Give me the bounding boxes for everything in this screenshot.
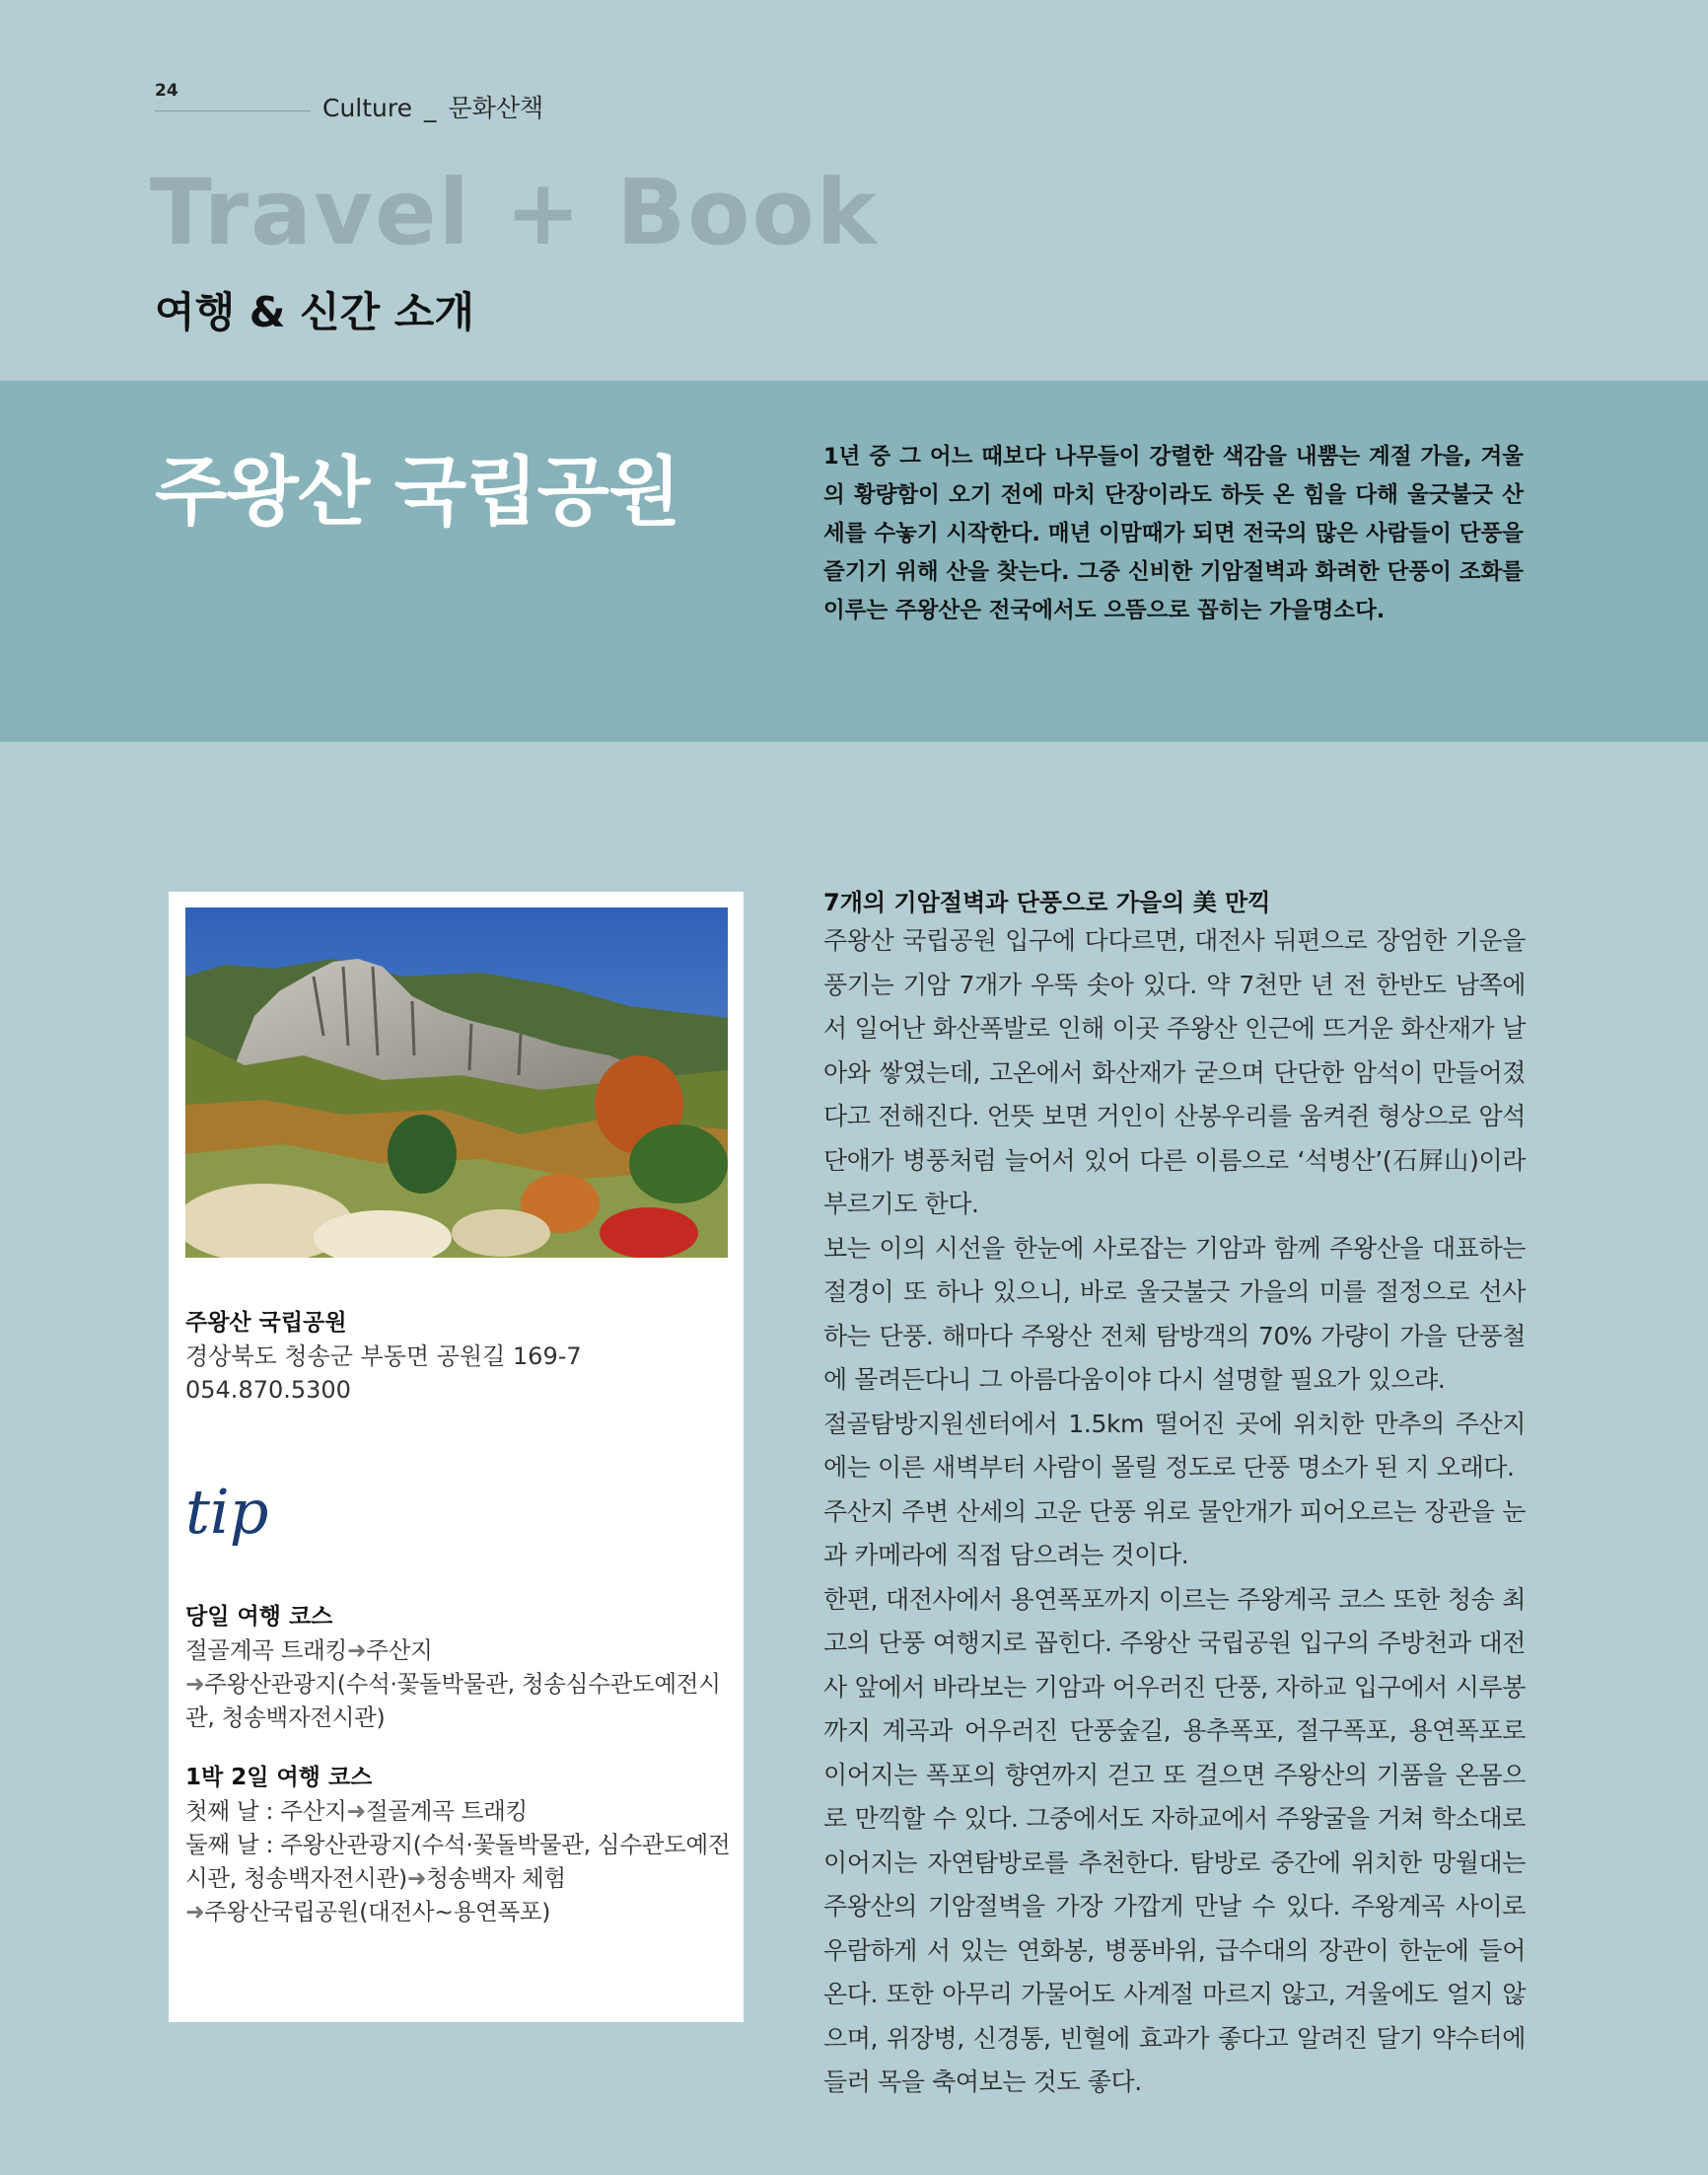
overnight-day1-a: 주산지 — [280, 1797, 347, 1825]
feature-heading: 주왕산 국립공원 — [155, 448, 680, 536]
tip-label: tip — [185, 1476, 269, 1548]
day-trip-step-3: 주왕산관광지(수석·꽃돌박물관, 청송심수관도예전시관, 청송백자전시관) — [185, 1670, 721, 1731]
arrow-icon: ➜ — [346, 1797, 366, 1825]
arrow-icon: ➜ — [406, 1864, 427, 1892]
arrow-icon: ➜ — [185, 1670, 205, 1698]
article-paragraph: 보는 이의 시선을 한눈에 사로잡는 기암과 함께 주왕산을 대표하는 절경이 또 하나 있으니, 바로 울긋불긋 가을의 미를 절정으로 선사하는 단풍. 해마다 주왕산 전체 탐방객의 70% 가량이 가을 단풍철에 몰려든다니 그 아름다움이야 다시 설명할 필요가 있으랴. — [823, 1233, 1526, 1394]
info-card — [169, 892, 744, 2022]
overnight-day2-label: 둘째 날 : — [185, 1831, 281, 1858]
page-number: 24 — [155, 81, 178, 101]
arrow-icon: ➜ — [185, 1898, 205, 1925]
day-trip-title: 당일 여행 코스 — [185, 1604, 333, 1630]
park-info — [185, 1306, 738, 1407]
day-trip-step-2: 주산지 — [366, 1636, 433, 1664]
overnight-day2-c: 주왕산국립공원(대전사~용연폭포) — [204, 1898, 551, 1925]
article-heading: 7개의 기암절벽과 단풍으로 가을의 美 만끽 — [823, 889, 1271, 916]
day-trip-step-1: 절골계곡 트래킹 — [185, 1636, 347, 1664]
overnight-day2-b: 청송백자 체험 — [426, 1864, 566, 1892]
day-trip-steps — [185, 1633, 738, 1734]
park-name: 주왕산 국립공원 — [185, 1310, 347, 1336]
arrow-icon: ➜ — [346, 1636, 367, 1664]
section-label-separator: _ — [424, 94, 437, 122]
day-trip-course — [185, 1600, 738, 1734]
park-address: 경상북도 청송군 부동면 공원길 169-7 — [185, 1342, 582, 1370]
page-title: Travel + Book — [150, 160, 879, 265]
overnight-day1-label: 첫째 날 : — [185, 1797, 281, 1825]
article-paragraph: 한편, 대전사에서 용연폭포까지 이르는 주왕계곡 코스 또한 청송 최고의 단풍 여행지로 꼽힌다. 주왕산 국립공원 입구의 주방천과 대전사 앞에서 바라보는 기암과 어우러진 단풍, 자하교 입구에서 시루봉까지 계곡과 어우러진 단풍숲길, 용추폭포, 절구폭포, 용연폭포로 이어지는 폭포의 향연까지 걷고 또 걸으면 주왕산의 기품을 온몸으로 만끽할 수 있다. 그중에서도 자하교에서 주왕굴을 거쳐 학소대로 이어지는 자연탐방로를 추천한다. 탐방로 중간에 위치한 망월대는 주왕산의 기암절벽을 가장 가깝게 만날 수 있다. 주왕계곡 사이로 우람하게 서 있는 연화봉, 병풍바위, 급수대의 장관이 한눈에 들어온다. 또한 아무리 가물어도 사계절 마르지 않고, 겨울에도 얼지 않으며, 위장병, 신경통, 빈혈에 효과가 좋다고 알려진 달기 약수터에 들러 목을 축여보는 것도 좋다. — [823, 1584, 1526, 2096]
park-phone: 054.870.5300 — [185, 1376, 351, 1404]
overnight-day1-b: 절골계곡 트래킹 — [365, 1797, 528, 1825]
mountain-photo — [185, 907, 728, 1258]
section-label-ko: 문화산책 — [448, 94, 544, 122]
article-paragraph: 주산지 주변 산세의 고운 단풍 위로 물안개가 피어오르는 장관을 눈과 카메라에 직접 담으려는 것이다. — [823, 1496, 1526, 1569]
feature-intro: 1년 중 그 어느 때보다 나무들이 강렬한 색감을 내뿜는 계절 가을, 겨울의 황량함이 오기 전에 마치 단장이라도 하듯 온 힘을 다해 울긋불긋 산세를 수놓기 시작한다. 매년 이맘때가 되면 전국의 많은 사람들이 단풍을 즐기기 위해 산을 찾는다. 그중 신비한 기암절벽과 화려한 단풍이 조화를 이루는 주왕산은 전국에서도 으뜸으로 꼽히는 가을명소다. — [823, 444, 1524, 623]
article-paragraph: 절골탐방지원센터에서 1.5km 떨어진 곳에 위치한 만추의 주산지에는 이른 새벽부터 사람이 몰릴 정도로 단풍 명소가 된 지 오래다. — [823, 1409, 1526, 1482]
article-paragraph: 주왕산 국립공원 입구에 다다르면, 대전사 뒤편으로 장엄한 기운을 풍기는 기암 7개가 우뚝 솟아 있다. 약 7천만 년 전 한반도 남쪽에서 일어난 화산폭발로 인해 이곳 주왕산 인근에 뜨거운 화산재가 날아와 쌓였는데, 고온에서 화산재가 굳으며 단단한 암석이 만들어졌다고 전해진다. 언뜻 보면 거인이 산봉우리를 움켜쥔 형상으로 암석 단애가 병풍처럼 늘어서 있어 다른 이름으로 ‘석병산’(石屛山)이라 부르기도 한다. — [823, 926, 1526, 1218]
page-subtitle: 여행 & 신간 소개 — [155, 288, 474, 336]
overnight-course — [185, 1761, 738, 1928]
section-label-en: Culture — [322, 94, 413, 122]
overnight-day2-a: 주왕산관광지(수석·꽃돌박물관, 심수관도예전시관, 청송백자전시관) — [185, 1831, 731, 1892]
article-body — [823, 886, 1526, 2105]
header-rule — [155, 110, 311, 111]
section-label — [322, 89, 543, 124]
overnight-title: 1박 2일 여행 코스 — [185, 1765, 373, 1790]
overnight-steps — [185, 1794, 738, 1928]
